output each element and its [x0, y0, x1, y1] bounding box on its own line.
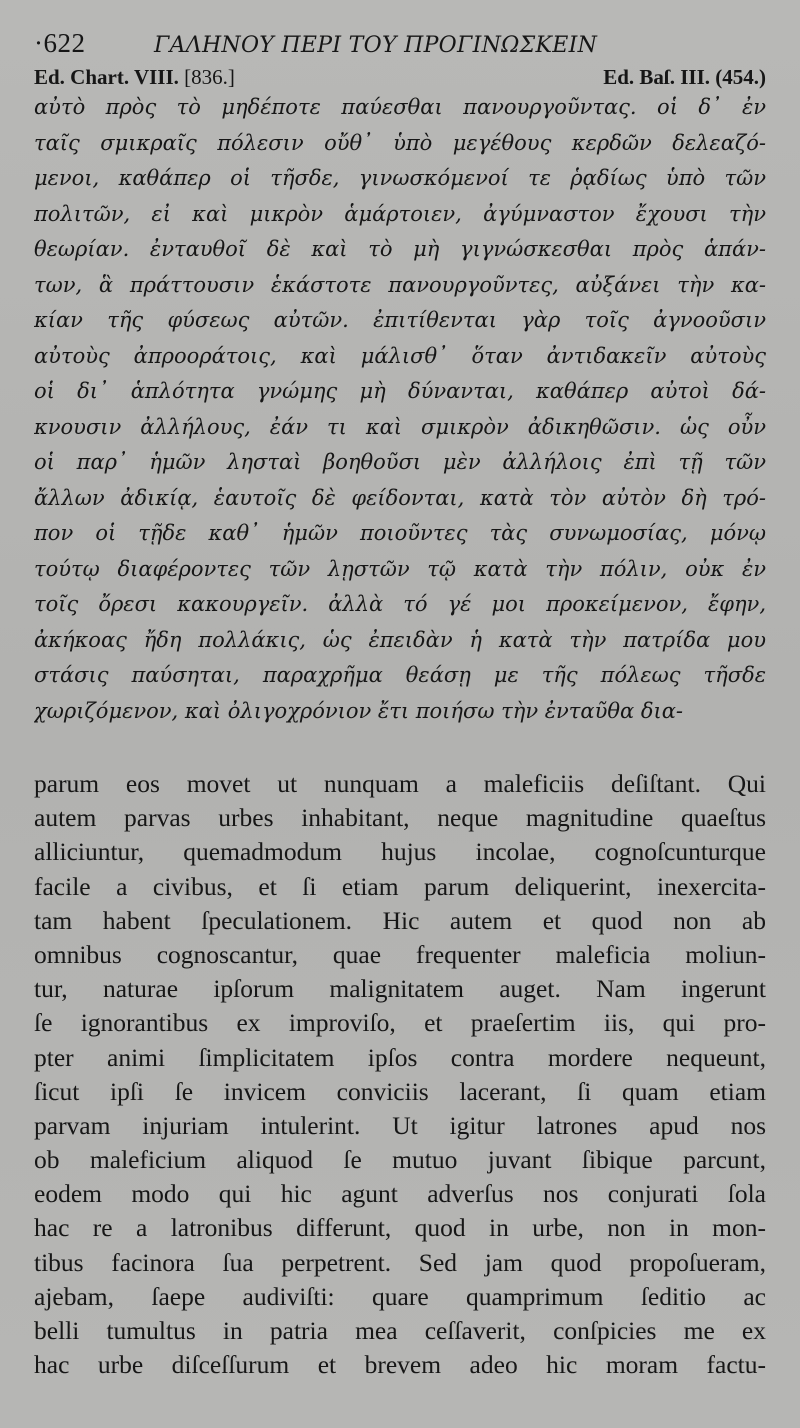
latin-text-line: parvam injuriam intulerint. Ut igitur latrones apud nos [34, 1110, 766, 1140]
latin-text-line: belli tumultus in patria mea ceſſaverit, conſpicies me ex [34, 1316, 766, 1345]
latin-text-line: ajebam, ſaepe audiviſti: quare quamprimum ſeditio ac [34, 1281, 766, 1311]
edition-left-page: [836.] [184, 65, 235, 89]
greek-text-line: πον οἱ τῇδε καθ᾽ ἡμῶν ποιοῦντες τὰς συνωμοσίας, μόνῳ [34, 521, 766, 545]
edition-right-label: Ed. Baſ. III. [603, 65, 710, 89]
greek-text-line: θεωρίαν. ἐνταυθοῖ δὲ καὶ τὸ μὴ γιγνώσκεσθαι πρὸς ἁπάν- [34, 237, 766, 261]
greek-text-line: των, ἃ πράττουσιν ἑκάστοτε πανουργοῦντες, αὐξάνει τὴν κα- [34, 272, 766, 297]
greek-text-line: ἀκήκοας ἤδη πολλάκις, ὡς ἐπειδὰν ἡ κατὰ τὴν πατρίδα μου [34, 627, 766, 652]
edition-left [34, 64, 235, 90]
latin-text-line: facile a civibus, et ſi etiam parum deliquerint, inexercita- [34, 871, 766, 901]
greek-text-block [34, 90, 766, 729]
latin-text-line: parum eos movet ut nunquam a maleficiis deſiſtant. Qui [34, 769, 766, 798]
greek-text-line: χωριζόμενον, καὶ ὀλιγοχρόνιον ἔτι ποιήσω τὴν ἐνταῦθα δια- [34, 698, 684, 723]
greek-text-line: αὐτοὺς ἀπροοράτοις, καὶ μάλισθ᾽ ὅταν ἀντιδακεῖν αὐτοὺς [34, 343, 766, 368]
page-number: ·622 [34, 28, 86, 58]
greek-text-line: οἱ δι᾽ ἁπλότητα γνώμης μὴ δύνανται, καθάπερ αὐτοὶ δά- [34, 379, 766, 403]
latin-text-line: omnibus cognoscantur, quae frequenter maleficia moliun- [34, 939, 766, 969]
latin-text-line: hac re a latronibus differunt, quod in urbe, non in mon- [34, 1213, 766, 1243]
greek-text-line: τούτῳ διαφέροντες τῶν λῃστῶν τῷ κατὰ τὴν πόλιν, οὐκ ἐν [34, 556, 766, 581]
latin-text-line: ſe ignorantibus ex improviſo, et praeſertim iis, qui pro- [34, 1008, 766, 1038]
edition-left-label: Ed. Chart. VIII. [34, 65, 179, 89]
greek-text-line: πολιτῶν, εἰ καὶ μικρὸν ἁμάρτοιεν, ἀγύμναστον ἔχουσι τὴν [34, 201, 766, 226]
greek-text-line: ἄλλων ἀδικίᾳ, ἑαυτοῖς δὲ φείδονται, κατὰ τὸν αὐτὸν δὴ τρό- [34, 485, 766, 510]
page-heading: ΓΑΛΗΝΟΥ ΠΕΡΙ ΤΟΥ ΠΡΟΓΙΝΩΣΚΕΙΝ [154, 33, 598, 58]
latin-text-line: eodem modo qui hic agunt adverſus nos conjurati ſola [34, 1179, 766, 1209]
latin-text-line: alliciuntur, quemadmodum hujus incolae, cognoſcunturque [34, 837, 766, 867]
greek-text-line: κνουσιν ἀλλήλους, ἐάν τι καὶ σμικρὸν ἀδικηθῶσιν. ὡς οὖν [34, 414, 766, 439]
latin-text-line: tibus facinora ſua perpetrent. Sed jam quod propoſueram, [34, 1247, 766, 1277]
greek-text-line: στάσις παύσηται, παραχρῆμα θεάσῃ με τῆς πόλεως τῆσδε [34, 663, 766, 687]
latin-text-line: pter animi ſimplicitatem ipſos contra mordere nequeunt, [34, 1042, 766, 1072]
edition-right [603, 64, 766, 90]
edition-right-page: (454.) [715, 65, 766, 89]
latin-text-line: tur, naturae ipſorum malignitatem auget. Nam ingerunt [34, 974, 766, 1004]
greek-text-line: κίαν τῆς φύσεως αὐτῶν. ἐπιτίθενται γὰρ τοῖς ἀγνοοῦσιν [34, 308, 766, 332]
latin-text-line: ob maleficium aliquod ſe mutuo juvant ſibique parcunt, [34, 1145, 766, 1175]
latin-text-line: tam habent ſpeculationem. Hic autem et quod non ab [34, 905, 766, 935]
latin-text-line: hac urbe diſceſſurum et brevem adeo hic moram factu- [34, 1350, 766, 1380]
latin-text-line: autem parvas urbes inhabitant, neque magnitudine quaeſtus [34, 803, 766, 833]
greek-text-line: ταῖς σμικραῖς πόλεσιν οὔθ᾽ ὑπὸ μεγέθους κερδῶν δελεαζό- [34, 130, 766, 155]
greek-text-line: τοῖς ὄρεσι κακουργεῖν. ἀλλὰ τό γέ μοι προκείμενον, ἔφην, [34, 592, 766, 616]
greek-text-line: μενοι, καθάπερ οἱ τῆσδε, γινωσκόμενοί τε ῥᾳδίως ὑπὸ τῶν [34, 166, 766, 190]
latin-text-line: ſicut ipſi ſe invicem conviciis lacerant, ſi quam etiam [34, 1076, 766, 1106]
running-head [34, 28, 766, 64]
greek-text-line: αὐτὸ πρὸς τὸ μηδέποτε παύεσθαι πανουργοῦντας. οἱ δ᾽ ἐν [34, 95, 766, 119]
latin-text-block [34, 767, 766, 1382]
greek-text-line: οἱ παρ᾽ ἡμῶν λησταὶ βοηθοῦσι μὲν ἀλλήλοις ἐπὶ τῇ τῶν [34, 450, 766, 474]
edition-line [34, 64, 766, 90]
